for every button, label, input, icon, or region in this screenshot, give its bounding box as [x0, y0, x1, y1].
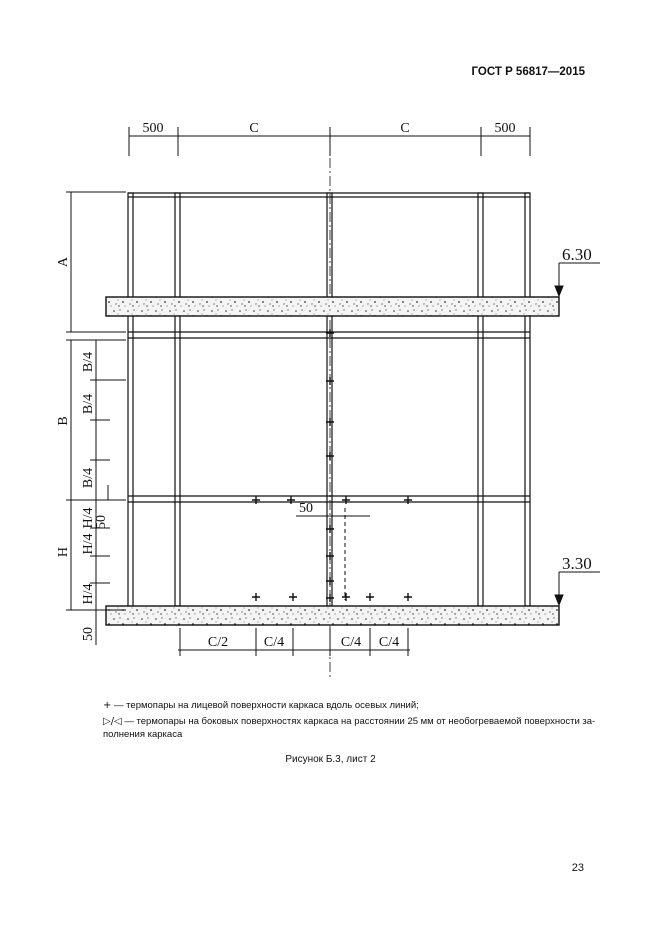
triangle-markers-icon: ▷/◁ [103, 716, 122, 727]
legend-side-thermocouples [103, 716, 603, 728]
dim-c-left: C [249, 121, 259, 136]
legend-side-text: — термопары на боковых поверхностях каркаса на расстоянии 25 мм от необогреваемой поверхности за- [121, 716, 596, 727]
dim-c2: C/2 [207, 635, 229, 650]
figure-caption: Рисунок Б.3, лист 2 [285, 754, 376, 765]
dim-b4-2: B/4 [81, 393, 96, 415]
elevation-upper-label: 6.30 [562, 245, 592, 264]
dim-h4-1: H/4 [81, 507, 96, 529]
dim-b4-3: B/4 [81, 467, 96, 489]
dim-b4-1: B/4 [81, 351, 96, 373]
dim-50-center: 50 [299, 501, 313, 516]
elevation-lower-label: 3.30 [562, 554, 592, 573]
upper-slab [106, 297, 559, 316]
dim-c4-1: C/4 [263, 635, 285, 650]
document-standard-number: ГОСТ Р 56817—2015 [471, 66, 585, 78]
plus-icon: + [103, 700, 112, 711]
dim-50-bottom: 50 [81, 627, 96, 641]
elevation-marker-upper [555, 263, 600, 296]
dim-c4-3: C/4 [378, 635, 400, 650]
dim-h4-2: H/4 [81, 533, 96, 555]
dim-c4-2: C/4 [340, 635, 362, 650]
left-dimension-lines [66, 192, 126, 645]
dim-500-left: 500 [142, 121, 164, 136]
dim-50-left: 50 [94, 515, 109, 529]
page-number: 23 [571, 862, 584, 874]
frame-posts [128, 193, 530, 606]
lower-slab [106, 606, 559, 625]
dim-b: B [56, 416, 71, 426]
dim-a: A [56, 256, 71, 268]
legend-face-thermocouples [103, 700, 603, 712]
top-dimension-line [129, 127, 530, 156]
center-50-dimension [296, 508, 370, 600]
legend-side-continuation: полнения каркаса [103, 729, 183, 740]
legend-face-text: — термопары на лицевой поверхности каркаса вдоль осевых линий; [111, 700, 419, 711]
dim-c-right: C [400, 121, 410, 136]
dim-h4-3: H/4 [81, 583, 96, 605]
dim-h: H [56, 546, 71, 558]
dim-500-right: 500 [494, 121, 516, 136]
elevation-marker-lower [555, 572, 600, 605]
